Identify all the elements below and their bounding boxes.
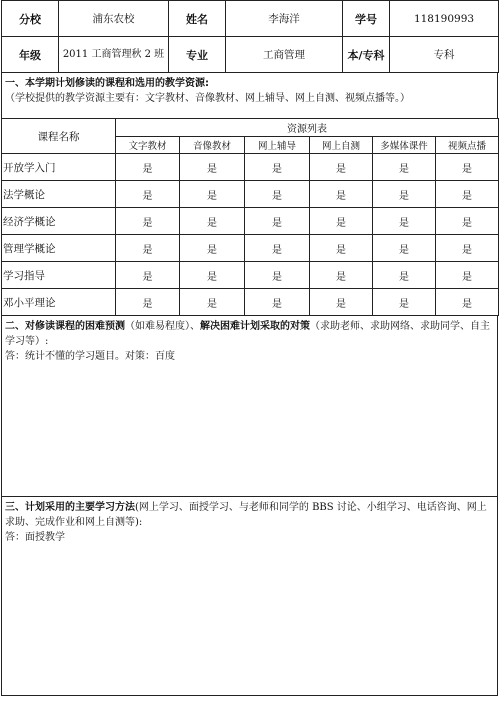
resource-cell: 是 [373, 154, 436, 181]
resource-cell: 是 [310, 235, 373, 262]
resource-cell: 是 [116, 289, 180, 316]
section-2-table [1, 315, 498, 497]
section-3-note: (网上学习、面授学习、与老师和同学的 BBS 讨论、小组学习、电话咨询、网上求助、完成作业和网上自测等): [5, 502, 487, 528]
resource-cell: 是 [373, 289, 436, 316]
section-2-title-b: 解决困难计划采取的对策 [200, 321, 310, 332]
resource-cell: 是 [180, 208, 245, 235]
header-table [1, 0, 499, 73]
header-row-1 [2, 1, 499, 37]
table-row [2, 289, 499, 316]
resource-cell: 是 [373, 181, 436, 208]
student-id-value: 118190993 [390, 1, 499, 37]
course-name: 法学概论 [2, 181, 116, 208]
resource-cell: 是 [436, 154, 499, 181]
course-name: 管理学概论 [2, 235, 116, 262]
column-header: 网上辅导 [245, 137, 310, 154]
section-3-block [2, 497, 498, 696]
section-1-subtitle: （学校提供的教学资源主要有：文字教材、音像教材、网上辅导、网上自测、视频点播等。） [5, 93, 410, 104]
grade-label: 年级 [2, 37, 59, 73]
table-row [2, 208, 499, 235]
resource-cell: 是 [310, 208, 373, 235]
grade-value: 2011 工商管理秋 2 班 [59, 37, 169, 73]
column-header: 音像教材 [180, 137, 245, 154]
course-name: 学习指导 [2, 262, 116, 289]
section-3-heading [5, 500, 494, 530]
column-header: 视频点播 [436, 137, 499, 154]
course-name-header: 课程名称 [2, 119, 116, 154]
name-label: 姓名 [169, 1, 226, 37]
column-header: 多媒体课件 [373, 137, 436, 154]
table-row [2, 262, 499, 289]
resource-cell: 是 [180, 181, 245, 208]
resource-cell: 是 [180, 289, 245, 316]
resource-cell: 是 [180, 154, 245, 181]
level-value: 专科 [390, 37, 499, 73]
resource-cell: 是 [116, 208, 180, 235]
resource-cell: 是 [116, 154, 180, 181]
resource-cell: 是 [245, 208, 310, 235]
resource-cell: 是 [116, 181, 180, 208]
resource-cell: 是 [245, 154, 310, 181]
section-2-heading [5, 319, 494, 349]
resource-cell: 是 [245, 181, 310, 208]
resource-cell: 是 [245, 262, 310, 289]
header-row-2 [2, 37, 499, 73]
branch-label: 分校 [2, 1, 59, 37]
table-row [2, 181, 499, 208]
section-2-note-b: （求助老师、求助网络、求助同学、自主学习等）: [5, 321, 490, 347]
resource-cell: 是 [116, 235, 180, 262]
course-name: 开放学入门 [2, 154, 116, 181]
resource-cell: 是 [310, 181, 373, 208]
name-value: 李海洋 [226, 1, 343, 37]
section-1-title: 一、本学期计划修读的课程和选用的教学资源: [5, 78, 209, 89]
student-id-label: 学号 [343, 1, 390, 37]
resource-cell: 是 [436, 262, 499, 289]
resource-cell: 是 [310, 154, 373, 181]
resource-cell: 是 [436, 289, 499, 316]
course-name: 经济学概论 [2, 208, 116, 235]
section-2-note-a: （如难易程度）、 [125, 321, 200, 332]
resource-cell: 是 [373, 262, 436, 289]
resource-cell: 是 [245, 235, 310, 262]
major-value: 工商管理 [226, 37, 343, 73]
section-2-title-a: 二、对修读课程的困难预测 [5, 321, 125, 332]
resource-cell: 是 [116, 262, 180, 289]
resource-cell: 是 [310, 289, 373, 316]
column-header: 文字教材 [116, 137, 180, 154]
resource-cell: 是 [180, 235, 245, 262]
section-3-table [1, 496, 498, 696]
section-2-block [2, 316, 498, 497]
resource-cell: 是 [436, 181, 499, 208]
resource-cell: 是 [373, 208, 436, 235]
resource-table [1, 118, 499, 316]
resource-cell: 是 [373, 235, 436, 262]
section-2-answer: 答：统计不懂的学习题目。对策：百度 [5, 351, 175, 362]
course-name: 邓小平理论 [2, 289, 116, 316]
section-1-table [1, 72, 498, 119]
resource-list-header: 资源列表 [116, 119, 499, 137]
level-label: 本/专科 [343, 37, 390, 73]
resource-cell: 是 [245, 289, 310, 316]
resource-cell: 是 [310, 262, 373, 289]
major-label: 专业 [169, 37, 226, 73]
branch-value: 浦东农校 [59, 1, 169, 37]
resource-header-row [2, 119, 499, 137]
section-3-title: 三、计划采用的主要学习方法 [5, 502, 135, 513]
section-1-intro [2, 73, 498, 119]
table-row [2, 235, 499, 262]
column-header: 网上自测 [310, 137, 373, 154]
section-3-answer: 答：面授教学 [5, 532, 65, 543]
resource-cell: 是 [180, 262, 245, 289]
table-row [2, 154, 499, 181]
resource-cell: 是 [436, 235, 499, 262]
resource-cell: 是 [436, 208, 499, 235]
